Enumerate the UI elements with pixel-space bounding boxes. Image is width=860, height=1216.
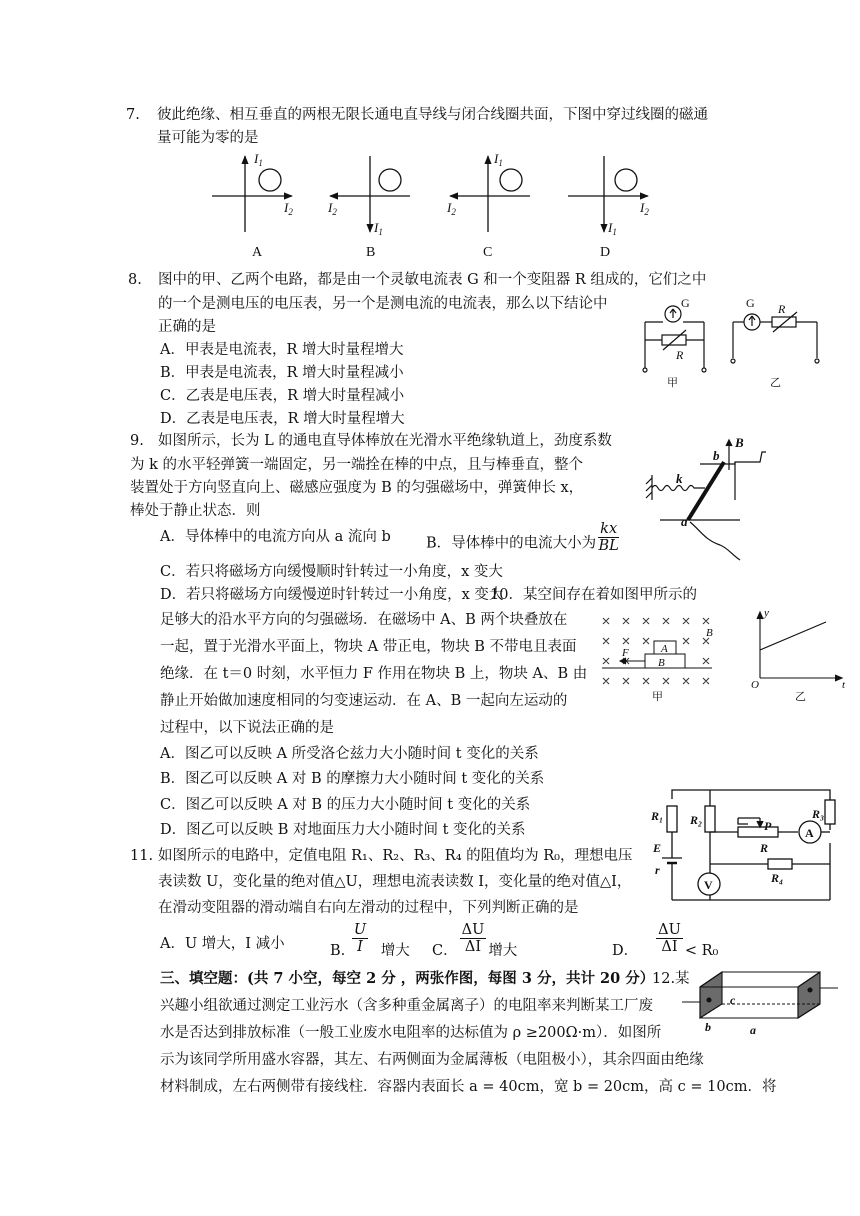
q9-label-k: k [676, 471, 683, 486]
q7-number: 7. [126, 107, 140, 123]
q11-option-c-tail: 增大 [488, 942, 518, 959]
q10-text-line3: 绝缘．在 t＝0 时刻，水平恒力 F 作用在物块 B 上，物块 A、B 由 [160, 666, 588, 682]
q11-voltmeter-label: V [704, 878, 713, 892]
q10-text-line1: 足够大的沿水平方向的匀强磁场．在磁场中 A、B 两个块叠放在 [160, 612, 568, 628]
q9-option-b-text: B．导体棒中的电流大小为 [426, 535, 597, 552]
q9-number: 9. [130, 433, 144, 449]
q10-option-d: D．图乙可以反映 B 对地面压力大小随时间 t 变化的关系 [160, 822, 526, 838]
q9-fraction-numerator: kx [600, 521, 618, 537]
q11-option-a: A．U 增大，I 减小 [160, 936, 285, 952]
q10-text-line5: 过程中，以下说法正确的是 [160, 720, 334, 736]
q10-option-b: B．图乙可以反映 A 对 B 的摩擦力大小随时间 t 变化的关系 [160, 771, 545, 787]
q9-text-line2: 为 k 的水平轻弹簧一端固定，另一端拴在棒的中点，且与棒垂直，整个 [130, 457, 584, 473]
svg-text:I2: $I_2$ [284, 200, 293, 217]
q10-block-a-label: A [661, 643, 668, 655]
q10-lead: 10．某空间存在着如图甲所示的 [490, 587, 697, 603]
section3-title: 三、填空题：(共 7 小空，每空 2 分 ，两张作图，每图 3 分，共计 20 分） [160, 970, 655, 987]
q10-yi-caption: 乙 [795, 691, 806, 703]
svg-text:I2: $I_2$ [328, 200, 337, 217]
svg-text:I2: $I_2$ [640, 200, 649, 217]
q11-c-numerator: ΔU [461, 922, 485, 938]
q8-yi-g-label: G [746, 296, 755, 310]
svg-text:I1: $I_1$ [494, 151, 503, 168]
q10-force-label: F [622, 647, 629, 659]
q11-internal-r-label: r [655, 863, 660, 877]
q9-label-a-end: a [681, 514, 688, 529]
q7-text-line2: 量可能为零的是 [157, 130, 259, 146]
q11-option-b-tail: 增大 [380, 942, 410, 959]
q11-emf-label: E [653, 841, 662, 855]
q8-option-c: C．乙表是电压表，R 增大时量程减小 [160, 388, 405, 404]
q10-field-b-label: B [706, 627, 713, 639]
q8-yi-r-label: R [778, 302, 786, 316]
q11-number: 11. [130, 848, 154, 864]
q9-label-b-end: b [713, 448, 720, 463]
q8-text-line1: 图中的甲、乙两个电路，都是由一个灵敏电流表 G 和一个变阻器 R 组成的，它们之中 [158, 272, 707, 288]
q11-rheostat-label: R [760, 841, 769, 855]
q10-text-line4: 静止开始做加速度相同的匀变速运动．在 A、B 一起向左运动的 [160, 693, 568, 709]
q8-option-b: B．甲表是电流表，R 增大时量程减小 [160, 365, 404, 381]
q9-text-line4: 棒处于静止状态．则 [130, 503, 261, 519]
q11-option-c-letter: C． [432, 942, 458, 959]
q10-jia-caption: 甲 [652, 691, 663, 703]
q9-option-d: D．若只将磁场方向缓慢逆时针转过一小角度，x 变大 [160, 587, 504, 603]
q11-r4-label: R₄ [771, 871, 784, 885]
q8-text-line3: 正确的是 [158, 319, 216, 335]
q9-fraction-denominator: BL [598, 538, 619, 554]
q11-b-numerator: U [353, 922, 367, 938]
q12-label-b: b [705, 1020, 711, 1034]
q8-option-a: A．甲表是电流表，R 增大时量程增大 [160, 342, 404, 358]
q11-c-denominator: ΔI [464, 939, 482, 955]
q11-option-d-letter: D． [612, 942, 639, 959]
q12-text-line3: 示为该同学所用盛水容器，其左、右两侧面为金属薄板（电阻极小），其余四面由绝缘 [160, 1052, 704, 1068]
q10-block-b-label: B [658, 657, 665, 669]
q12-label-a: a [750, 1023, 756, 1037]
q11-r1-label: R₁ [651, 809, 664, 823]
q7-option-d: D [600, 245, 611, 260]
q8-yi-caption: 乙 [770, 377, 781, 389]
q9-option-a: A．导体棒中的电流方向从 a 流向 b [160, 529, 391, 545]
q8-text-line2: 的一个是测电压的电压表，另一个是测电流的电流表，那么以下结论中 [158, 296, 608, 312]
q12-text-line2: 水是否达到排放标准（一般工业废水电阻率的达标值为 ρ ≥200Ω·m）．如图所 [160, 1025, 662, 1041]
q11-slider-label: P [764, 819, 772, 833]
svg-text:I1: $I_1$ [254, 151, 263, 168]
q12-text-line1: 兴趣小组欲通过测定工业污水（含多种重金属离子）的电阻率来判断某工厂废 [160, 998, 653, 1014]
q8-jia-g-label: G [681, 296, 690, 310]
q10-graph-origin: O [751, 679, 759, 691]
q10-graph-t-label: t [842, 679, 846, 691]
q12-text-line4: 材料制成，左右两侧带有接线柱．容器内表面长 a = 40cm，宽 b = 20cm，高 c = 10cm．将 [160, 1079, 777, 1095]
q11-text-line2: 表读数 U，变化量的绝对值△U，理想电流表读数 I，变化量的绝对值△I， [158, 874, 632, 890]
q11-text-line1: 如图所示的电路中，定值电阻 R₁、R₂、R₃、R₄ 的阻值均为 R₀，理想电压 [158, 848, 633, 864]
q10-graph-y-label: y [764, 607, 769, 619]
q9-option-c: C．若只将磁场方向缓慢顺时针转过一小角度，x 变大 [160, 564, 503, 580]
q8-jia-caption: 甲 [667, 377, 678, 389]
q7-option-c: C [483, 245, 493, 260]
q11-r3-label: R₃ [812, 807, 825, 821]
q12-label-c: c [730, 993, 736, 1007]
svg-text:I2: $I_2$ [447, 200, 456, 217]
q8-option-d: D．乙表是电压表，R 增大时量程增大 [160, 411, 405, 427]
q9-text-line1: 如图所示，长为 L 的通电直导体棒放在光滑水平绝缘轨道上，劲度系数 [158, 433, 612, 449]
q10-option-c: C．图乙可以反映 A 对 B 的压力大小随时间 t 变化的关系 [160, 797, 531, 813]
q11-d-denominator: ΔI [661, 939, 678, 955]
q7-option-a: A [252, 245, 263, 260]
q11-ammeter-label: A [805, 826, 814, 840]
q7-text-line1: 彼此绝缘、相互垂直的两根无限长通电直导线与闭合线圈共面，下图中穿过线圈的磁通 [157, 107, 708, 123]
q11-option-d-tail: < R₀ [684, 942, 719, 959]
q11-r2-label: R₂ [690, 813, 703, 827]
q7-option-b: B [366, 245, 376, 260]
q11-d-numerator: ΔU [658, 922, 681, 938]
q9-text-line3: 装置处于方向竖直向上、磁感应强度为 B 的匀强磁场中，弹簧伸长 x， [130, 480, 584, 496]
q11-b-denominator: I [357, 939, 363, 955]
q8-jia-r-label: R [676, 348, 684, 362]
q8-number: 8. [128, 272, 142, 288]
q10-text-line2: 一起，置于光滑水平面上，物块 A 带正电，物块 B 不带电且表面 [160, 639, 577, 655]
q12-lead: 12.某 [652, 971, 690, 987]
q10-option-a: A．图乙可以反映 A 所受洛仑兹力大小随时间 t 变化的关系 [160, 746, 539, 762]
q9-label-b-field: B [735, 435, 744, 450]
svg-text:I1: $I_1$ [374, 220, 383, 237]
svg-text:I1: $I_1$ [608, 220, 617, 237]
q11-text-line3: 在滑动变阻器的滑动端自右向左滑动的过程中，下列判断正确的是 [158, 900, 579, 916]
q11-option-b-letter: B. [330, 942, 346, 959]
